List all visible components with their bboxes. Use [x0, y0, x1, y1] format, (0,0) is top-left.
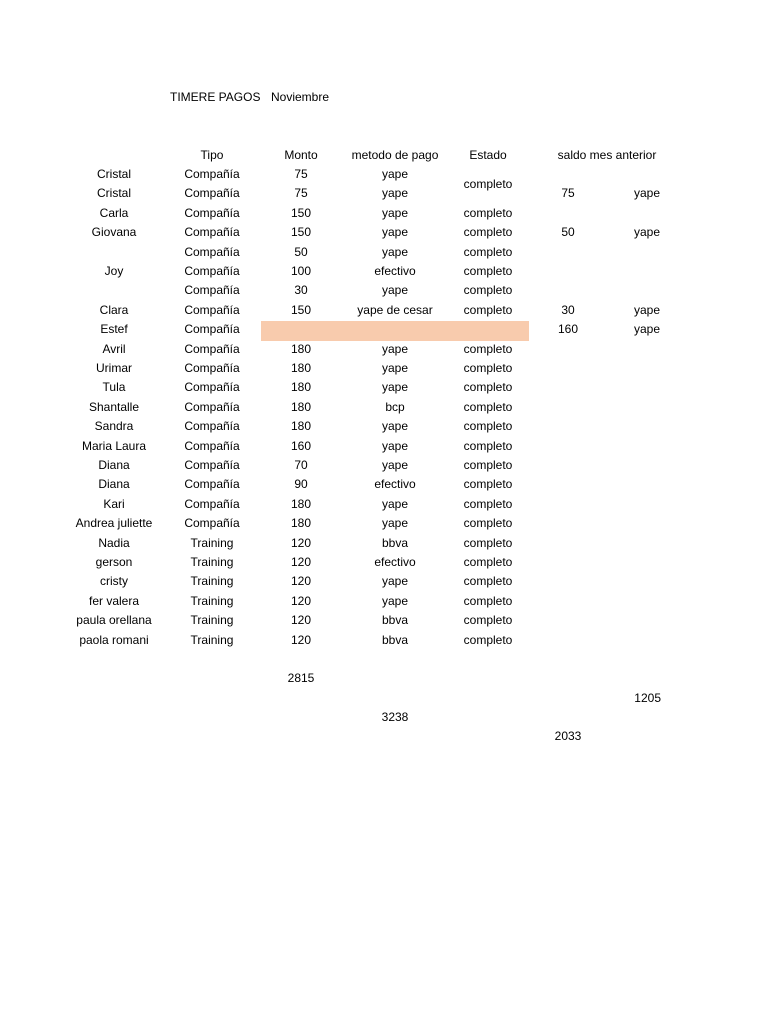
row-tipo: Compañía — [184, 186, 240, 200]
row-name: Shantalle — [88, 400, 140, 414]
row-tipo: Compañía — [184, 497, 240, 511]
row-tipo: Training — [190, 613, 234, 627]
saldo-total: 1205 — [634, 691, 661, 705]
row-metodo: yape — [381, 516, 409, 530]
row-metodo: efectivo — [374, 555, 416, 569]
row-estado: completo — [463, 380, 513, 394]
row-metodo: yape — [381, 574, 409, 588]
saldo-amount: 50 — [561, 225, 575, 239]
row-monto: 100 — [290, 264, 312, 278]
row-monto: 120 — [290, 536, 312, 550]
monto-total: 2815 — [287, 671, 315, 685]
row-monto: 120 — [290, 633, 312, 647]
row-estado: completo — [463, 555, 513, 569]
saldo-amount: 75 — [561, 186, 575, 200]
saldo-method: yape — [633, 186, 661, 200]
row-estado: completo — [463, 594, 513, 608]
row-estado: completo — [463, 342, 513, 356]
row-tipo: Training — [190, 574, 234, 588]
saldo-method: yape — [633, 225, 661, 239]
row-tipo: Compañía — [184, 439, 240, 453]
row-monto: 180 — [290, 361, 312, 375]
row-monto: 75 — [294, 167, 308, 181]
row-metodo: yape — [381, 594, 409, 608]
row-tipo: Compañía — [184, 516, 240, 530]
row-name: Estef — [100, 322, 128, 336]
row-estado: completo — [463, 283, 513, 297]
row-metodo: yape — [381, 186, 409, 200]
row-tipo: Compañía — [184, 361, 240, 375]
row-estado: completo — [463, 400, 513, 414]
row-monto: 180 — [290, 516, 312, 530]
row-estado: completo — [463, 574, 513, 588]
row-estado: completo — [463, 303, 513, 317]
row-estado: completo — [463, 225, 513, 239]
row-name: Urimar — [96, 361, 132, 375]
row-monto: 120 — [290, 594, 312, 608]
row-monto: 50 — [294, 245, 308, 259]
row-metodo: yape — [381, 439, 409, 453]
header-saldo: saldo mes anterior — [557, 148, 657, 162]
row-name: Diana — [98, 458, 130, 472]
row-monto: 75 — [294, 186, 308, 200]
row-name: Diana — [98, 477, 130, 491]
row-metodo: yape — [381, 245, 409, 259]
row-monto: 180 — [290, 342, 312, 356]
row-name: Carla — [99, 206, 129, 220]
row-name: Clara — [99, 303, 129, 317]
row-estado: completo — [463, 613, 513, 627]
row-name: Joy — [104, 264, 124, 278]
row-estado: completo — [463, 633, 513, 647]
saldo-method: yape — [633, 322, 661, 336]
row-name: paula orellana — [76, 613, 152, 627]
row-metodo: bbva — [381, 536, 409, 550]
row-monto: 120 — [290, 613, 312, 627]
row-name: Kari — [103, 497, 125, 511]
row-tipo: Compañía — [184, 283, 240, 297]
row-monto: 180 — [290, 419, 312, 433]
other-total: 2033 — [554, 729, 582, 743]
saldo-amount: 30 — [561, 303, 575, 317]
saldo-amount: 160 — [557, 322, 579, 336]
row-estado: completo — [463, 419, 513, 433]
row-monto: 70 — [294, 458, 308, 472]
row-monto: 180 — [290, 497, 312, 511]
row-name: Maria Laura — [81, 439, 147, 453]
row-tipo: Training — [190, 536, 234, 550]
row-estado: completo — [463, 439, 513, 453]
row-tipo: Compañía — [184, 206, 240, 220]
row-metodo: bcp — [385, 400, 405, 414]
row-name: cristy — [100, 574, 128, 588]
row-tipo: Compañía — [184, 225, 240, 239]
row-estado: completo — [463, 516, 513, 530]
row-monto: 160 — [290, 439, 312, 453]
row-monto: 180 — [290, 380, 312, 394]
row-estado: completo — [463, 245, 513, 259]
row-name: Avril — [102, 342, 126, 356]
row-name: Andrea juliette — [75, 516, 153, 530]
highlighted-empty-row — [261, 321, 529, 341]
row-name: Sandra — [94, 419, 134, 433]
row-tipo: Compañía — [184, 477, 240, 491]
sheet-title: TIMERE PAGOS — [170, 90, 261, 104]
row-tipo: Compañía — [184, 322, 240, 336]
row-name: gerson — [95, 555, 133, 569]
row-monto: 90 — [294, 477, 308, 491]
row-monto: 120 — [290, 555, 312, 569]
row-monto: 30 — [294, 283, 308, 297]
row-metodo: bbva — [381, 613, 409, 627]
row-metodo: yape — [381, 283, 409, 297]
row-metodo: efectivo — [374, 477, 416, 491]
row-metodo: yape de cesar — [357, 303, 433, 317]
row-estado: completo — [463, 264, 513, 278]
row-estado: completo — [463, 477, 513, 491]
row-tipo: Compañía — [184, 167, 240, 181]
row-metodo: yape — [381, 497, 409, 511]
row-monto: 150 — [290, 225, 312, 239]
row-name: paola romani — [79, 633, 149, 647]
row-monto: 150 — [290, 303, 312, 317]
row-tipo: Compañía — [184, 400, 240, 414]
row-metodo: yape — [381, 458, 409, 472]
sheet-month: Noviembre — [271, 90, 330, 104]
row-tipo: Compañía — [184, 303, 240, 317]
row-monto: 120 — [290, 574, 312, 588]
grand-total: 3238 — [381, 710, 409, 724]
row-tipo: Training — [190, 633, 234, 647]
row-tipo: Compañía — [184, 380, 240, 394]
row-metodo: yape — [381, 206, 409, 220]
row-estado: completo — [463, 206, 513, 220]
row-metodo: bbva — [381, 633, 409, 647]
merged-estado-cell: completo — [463, 177, 513, 191]
row-name: Giovana — [91, 225, 137, 239]
row-metodo: yape — [381, 380, 409, 394]
row-tipo: Compañía — [184, 264, 240, 278]
row-monto: 150 — [290, 206, 312, 220]
row-tipo: Compañía — [184, 419, 240, 433]
row-name: Tula — [102, 380, 126, 394]
row-tipo: Training — [190, 594, 234, 608]
row-tipo: Compañía — [184, 245, 240, 259]
row-metodo: yape — [381, 419, 409, 433]
row-name: fer valera — [88, 594, 140, 608]
row-name: Cristal — [96, 186, 132, 200]
header-tipo: Tipo — [200, 148, 224, 162]
row-metodo: yape — [381, 167, 409, 181]
row-metodo: efectivo — [374, 264, 416, 278]
row-estado: completo — [463, 458, 513, 472]
row-metodo: yape — [381, 342, 409, 356]
row-tipo: Training — [190, 555, 234, 569]
row-estado: completo — [463, 497, 513, 511]
row-name: Cristal — [96, 167, 132, 181]
row-name: Nadia — [98, 536, 130, 550]
row-metodo: yape — [381, 225, 409, 239]
header-metodo: metodo de pago — [351, 148, 439, 162]
header-estado: Estado — [469, 148, 507, 162]
row-tipo: Compañía — [184, 342, 240, 356]
row-tipo: Compañía — [184, 458, 240, 472]
row-monto: 180 — [290, 400, 312, 414]
header-monto: Monto — [284, 148, 318, 162]
row-estado: completo — [463, 361, 513, 375]
saldo-method: yape — [633, 303, 661, 317]
row-metodo: yape — [381, 361, 409, 375]
row-estado: completo — [463, 536, 513, 550]
